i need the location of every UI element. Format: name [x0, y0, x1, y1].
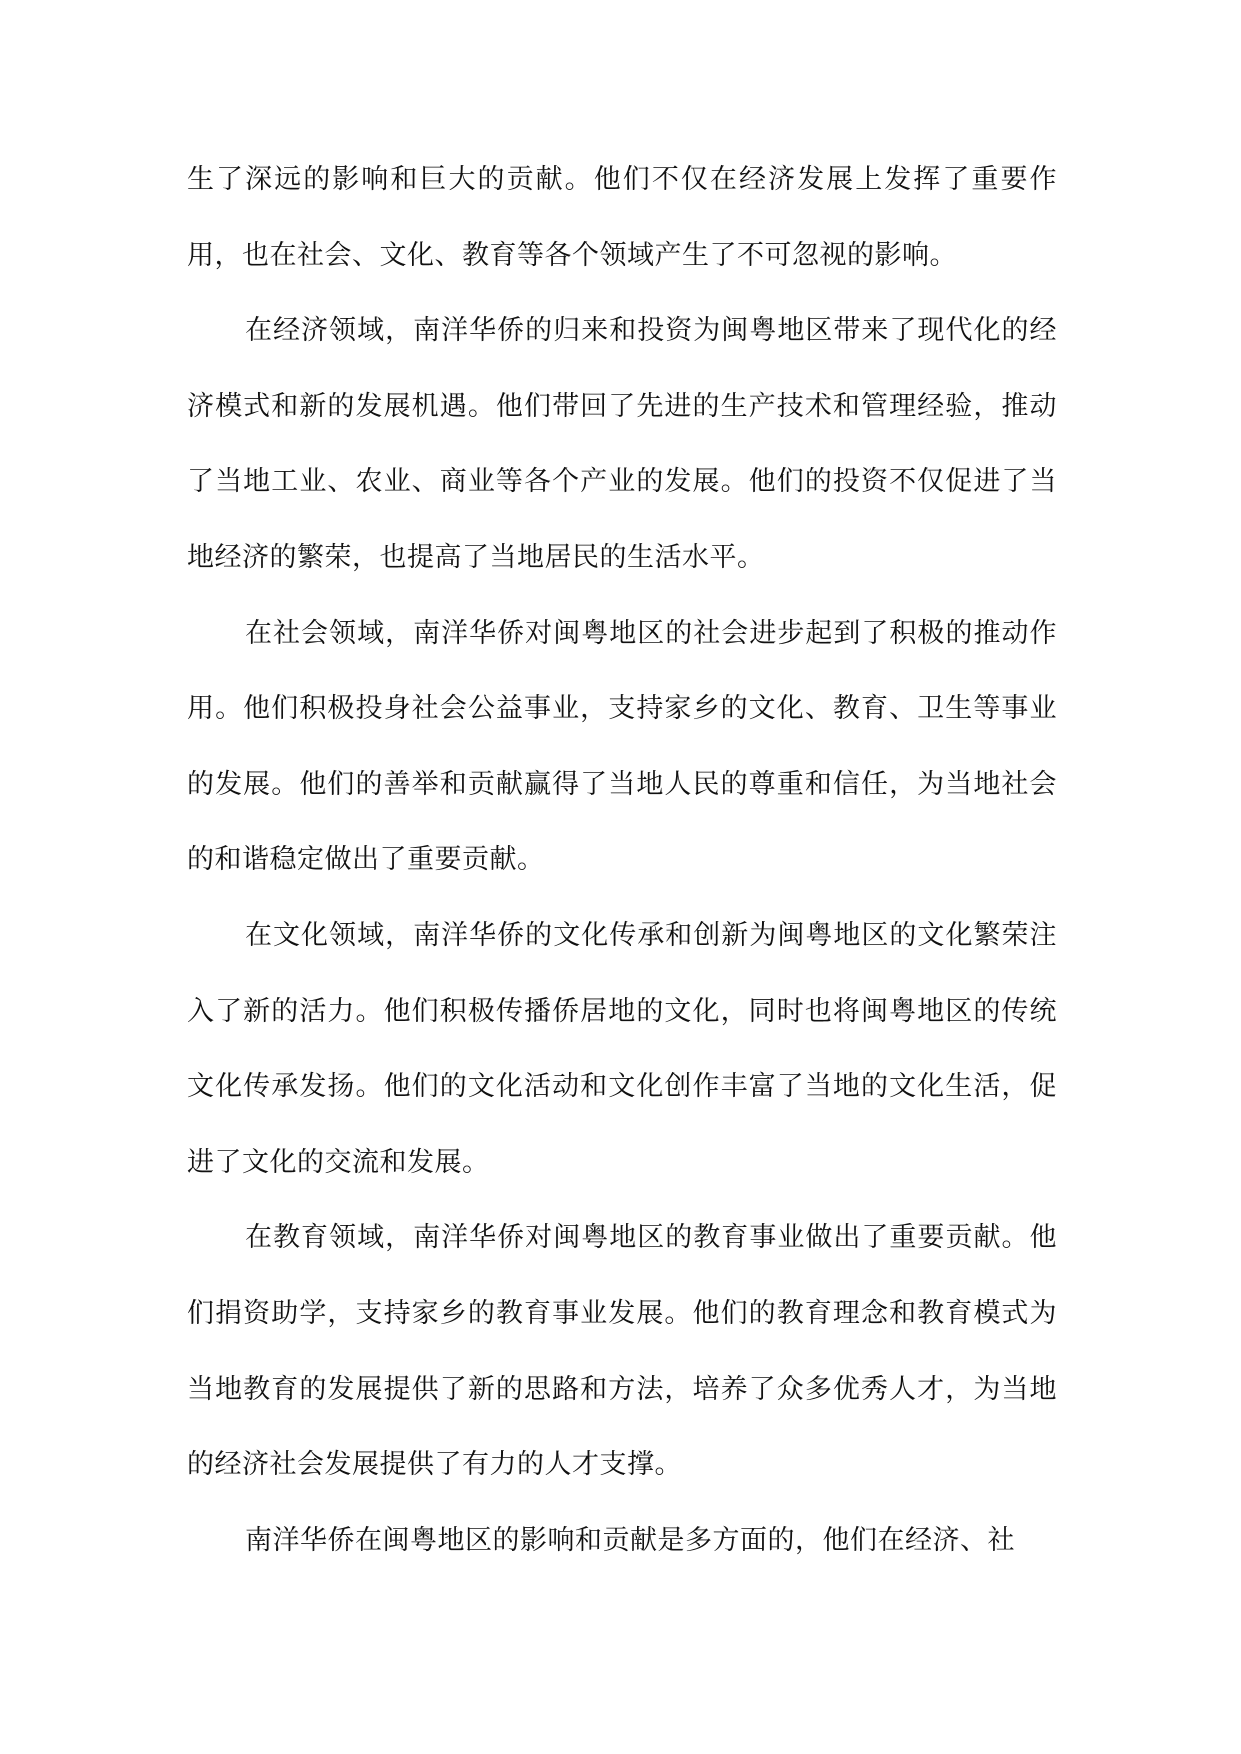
paragraph-summary: 南洋华侨在闽粤地区的影响和贡献是多方面的，他们在经济、社 — [245, 1524, 1015, 1556]
paragraph-society: 在社会领域，南洋华侨对闽粤地区的社会进步起到了积极的推动作用。他们积极投身社会公益事业，支持家乡的文化、教育、卫生等事业的发展。他们的善举和贡献赢得了当地人民的尊重和信任，为当地社会的和谐稳定做出了重要贡献。 — [187, 617, 1057, 876]
body-text — [187, 142, 1057, 1578]
paragraph-education: 在教育领域，南洋华侨对闽粤地区的教育事业做出了重要贡献。他们捐资助学，支持家乡的教育事业发展。他们的教育理念和教育模式为当地教育的发展提供了新的思路和方法，培养了众多优秀人才，为当地的经济社会发展提供了有力的人才支撑。 — [187, 1222, 1057, 1481]
paragraph-economy: 在经济领域，南洋华侨的归来和投资为闽粤地区带来了现代化的经济模式和新的发展机遇。他们带回了先进的生产技术和管理经验，推动了当地工业、农业、商业等各个产业的发展。他们的投资不仅促进了当地经济的繁荣，也提高了当地居民的生活水平。 — [187, 315, 1057, 573]
paragraph-continuation: 生了深远的影响和巨大的贡献。他们不仅在经济发展上发挥了重要作用，也在社会、文化、教育等各个领域产生了不可忽视的影响。 — [187, 164, 1057, 271]
paragraph-culture: 在文化领域，南洋华侨的文化传承和创新为闽粤地区的文化繁荣注入了新的活力。他们积极传播侨居地的文化，同时也将闽粤地区的传统文化传承发扬。他们的文化活动和文化创作丰富了当地的文化生活，促进了文化的交流和发展。 — [187, 919, 1057, 1178]
